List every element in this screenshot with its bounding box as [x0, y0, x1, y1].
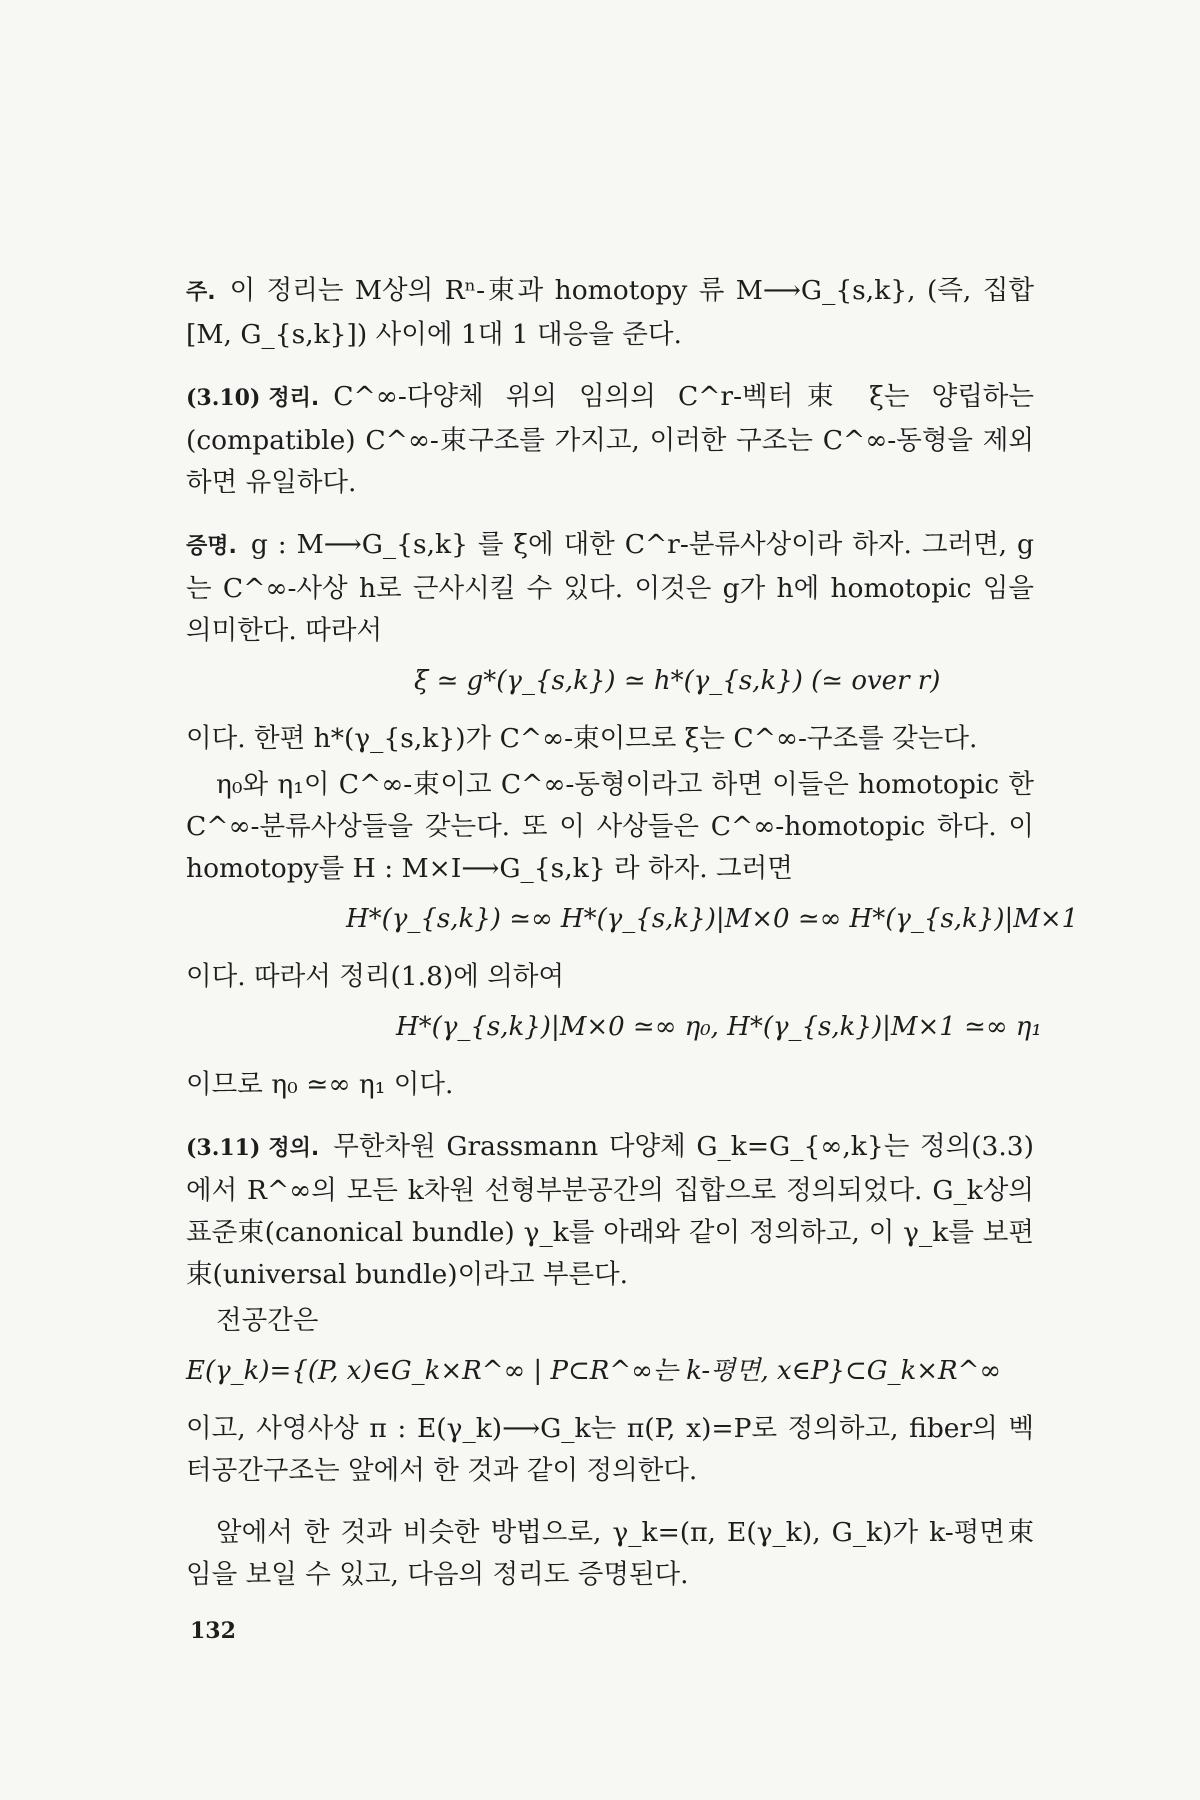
page-number: 132 — [190, 1618, 236, 1644]
theorem-3-10-number: (3.10) — [186, 385, 261, 411]
definition-3-11-number: (3.11) — [186, 1135, 261, 1161]
equation-homotopy-pullback: H*(γ_{s,k}) ≃∞ H*(γ_{s,k})|M×0 ≃∞ H*(γ_{s,k})|M×1 — [346, 904, 1079, 934]
remark-paragraph — [186, 270, 1034, 356]
definition-3-11-text-1: 무한차원 Grassmann 다양체 G_k=G_{∞,k}는 정의(3.3)에서 R^∞의 모든 k차원 선형부분공간의 집합으로 정의되었다. G_k상의 표준束(canonical bundle) γ_k를 아래와 같이 정의하고, 이 γ_k를 보편束(universal bundle)이라고 부른다. — [186, 1131, 1034, 1290]
definition-3-11-text-2: 전공간은 — [216, 1305, 319, 1336]
theorem-3-10-label: 정리. — [268, 386, 320, 411]
proof-text-1: g : M⟶G_{s,k} 를 ξ에 대한 C^r-분류사상이라 하자. 그러면, g는 C^∞-사상 h로 근사시킬 수 있다. 이것은 g가 h에 homotopic 임을 의미한다. 따라서 — [186, 529, 1034, 646]
proof-text-4: 이다. 따라서 정리(1.8)에 의하여 — [186, 961, 565, 992]
proof-paragraph — [186, 524, 1034, 652]
equation-total-space: E(γ_k)={(P, x)∈G_k×R^∞ | P⊂R^∞는 k-평면, x∈P}⊂G_k×R^∞ — [186, 1356, 1002, 1386]
remark-text: 이 정리는 M상의 Rⁿ-束과 homotopy 류 M⟶G_{s,k}, (즉, 집합 [M, G_{s,k}]) 사이에 1대 1 대응을 준다. — [186, 275, 1034, 350]
proof-text-5: 이므로 η₀ ≃∞ η₁ 이다. — [186, 1069, 454, 1100]
proof-text-2: 이다. 한편 h*(γ_{s,k})가 C^∞-束이므로 ξ는 C^∞-구조를 갖는다. — [186, 723, 978, 754]
remark-label: 주. — [186, 280, 216, 305]
page-content — [186, 270, 1079, 1616]
theorem-3-10-text: C^∞-다양체 위의 임의의 C^r-벡터束 ξ는 양립하는(compatible) C^∞-束구조를 가지고, 이러한 구조는 C^∞-동형을 제외하면 유일하다. — [186, 381, 1034, 498]
equation-xi-isomorphism: ξ ≃ g*(γ_{s,k}) ≃ h*(γ_{s,k}) (≃ over r) — [414, 666, 941, 696]
definition-3-11-text-3: 이고, 사영사상 π : E(γ_k)⟶G_k는 π(P, x)=P로 정의하고, fiber의 벡터공간구조는 앞에서 한 것과 같이 정의한다. — [186, 1413, 1034, 1486]
definition-3-11 — [186, 1126, 1034, 1296]
equation-eta-restrictions: H*(γ_{s,k})|M×0 ≃∞ η₀, H*(γ_{s,k})|M×1 ≃∞ η₁ — [396, 1012, 1042, 1042]
definition-3-11-text-4: 앞에서 한 것과 비슷한 방법으로, γ_k=(π, E(γ_k), G_k)가 k-평면束임을 보일 수 있고, 다음의 정리도 증명된다. — [186, 1517, 1034, 1590]
proof-label: 증명. — [186, 534, 237, 559]
theorem-3-10 — [186, 376, 1034, 504]
proof-text-3: η₀와 η₁이 C^∞-束이고 C^∞-동형이라고 하면 이들은 homotopic 한 C^∞-분류사상들을 갖는다. 또 이 사상들은 C^∞-homotopic 하다. 이 homotopy를 H : M×I⟶G_{s,k} 라 하자. 그러면 — [186, 769, 1034, 884]
definition-3-11-label: 정의. — [268, 1136, 320, 1161]
